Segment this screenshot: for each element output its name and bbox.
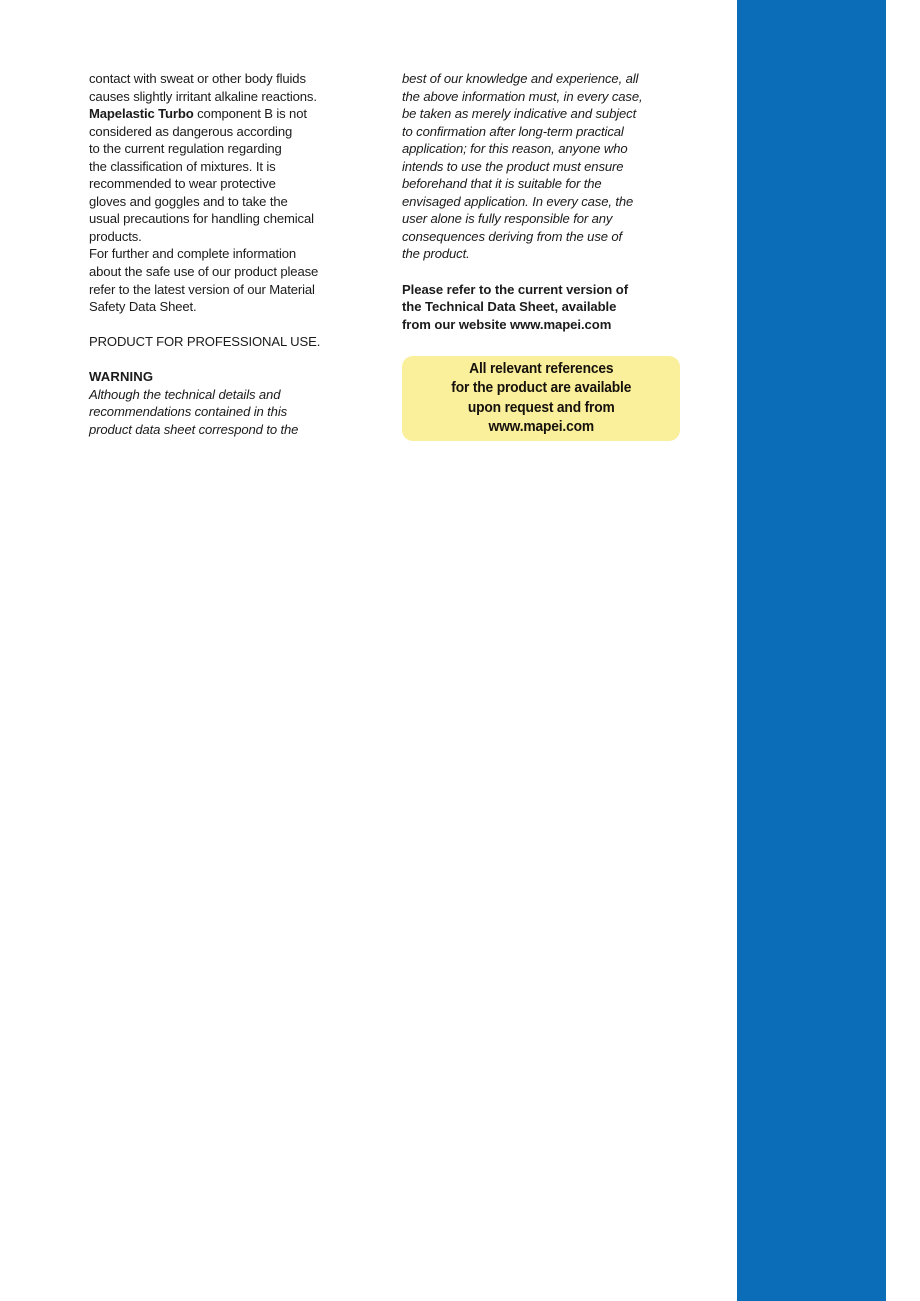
disclaimer-line-6: intends to use the product must ensure: [402, 158, 624, 174]
paragraph-spacer: [89, 351, 367, 369]
brand-bar: [737, 0, 886, 1301]
professional-use-notice: PRODUCT FOR PROFESSIONAL USE.: [89, 334, 321, 350]
disclaimer-paragraph: [402, 70, 684, 263]
safety-line-9: usual precautions for handling chemical: [89, 211, 314, 227]
further-info-line-3: refer to the latest version of our Material: [89, 281, 315, 297]
disclaimer-line-10: consequences deriving from the use of: [402, 228, 623, 244]
product-name-mapelastic-turbo: Mapelastic Turbo: [89, 106, 194, 122]
disclaimer-line-7: beforehand that it is suitable for the: [402, 176, 602, 192]
safety-line-6: the classification of mixtures. It is: [89, 158, 276, 174]
refer-to-technical-data-sheet-notice: [402, 281, 684, 334]
disclaimer-line-5: application; for this reason, anyone who: [402, 141, 628, 157]
paragraph-spacer: [89, 316, 367, 334]
safety-line-1: contact with sweat or other body fluids: [89, 71, 306, 86]
further-information-paragraph: [89, 245, 367, 315]
callout-line-1: All relevant references: [468, 361, 614, 378]
right-text-column: [402, 70, 684, 333]
refer-notice-line-3: from our website www.mapei.com: [402, 316, 612, 332]
references-callout-box: [402, 356, 680, 441]
safety-line-8: gloves and goggles and to take the: [89, 193, 288, 209]
warning-body-line-1: Although the technical details and: [89, 386, 281, 402]
disclaimer-line-8: envisaged application. In every case, the: [402, 193, 634, 209]
callout-line-2: for the product are available: [451, 380, 631, 397]
warning-body-line-2: recommendations contained in this: [89, 404, 288, 420]
callout-line-3: upon request and from: [467, 399, 615, 416]
further-info-line-4: Safety Data Sheet.: [89, 299, 197, 315]
refer-notice-line-1: Please refer to the current version of: [402, 281, 628, 297]
disclaimer-line-2: the above information must, in every case,: [402, 88, 643, 104]
refer-notice-line-2: the Technical Data Sheet, available: [402, 299, 617, 315]
safety-paragraph: [89, 70, 367, 245]
paragraph-spacer: [402, 263, 684, 281]
safety-line-3-rest: component B is not: [193, 106, 307, 122]
warning-body-paragraph: [89, 386, 367, 439]
further-info-line-2: about the safe use of our product please: [89, 264, 319, 280]
disclaimer-line-11: the product.: [402, 246, 470, 262]
disclaimer-line-4: to confirmation after long-term practical: [402, 123, 624, 139]
disclaimer-line-1: best of our knowledge and experience, all: [402, 71, 639, 86]
callout-line-4: www.mapei.com: [488, 418, 594, 435]
further-info-line-1: For further and complete information: [89, 246, 297, 262]
warning-body-line-3: product data sheet correspond to the: [89, 421, 299, 437]
left-text-column: [89, 70, 367, 438]
safety-line-5: to the current regulation regarding: [89, 141, 282, 157]
safety-line-7: recommended to wear protective: [89, 176, 276, 192]
warning-heading: WARNING: [89, 369, 154, 385]
callout-text: [451, 360, 631, 437]
safety-line-10: products.: [89, 228, 142, 244]
safety-line-2: causes slightly irritant alkaline reactions.: [89, 88, 317, 104]
safety-line-4: considered as dangerous according: [89, 123, 293, 139]
disclaimer-line-9: user alone is fully responsible for any: [402, 211, 613, 227]
disclaimer-line-3: be taken as merely indicative and subject: [402, 106, 637, 122]
